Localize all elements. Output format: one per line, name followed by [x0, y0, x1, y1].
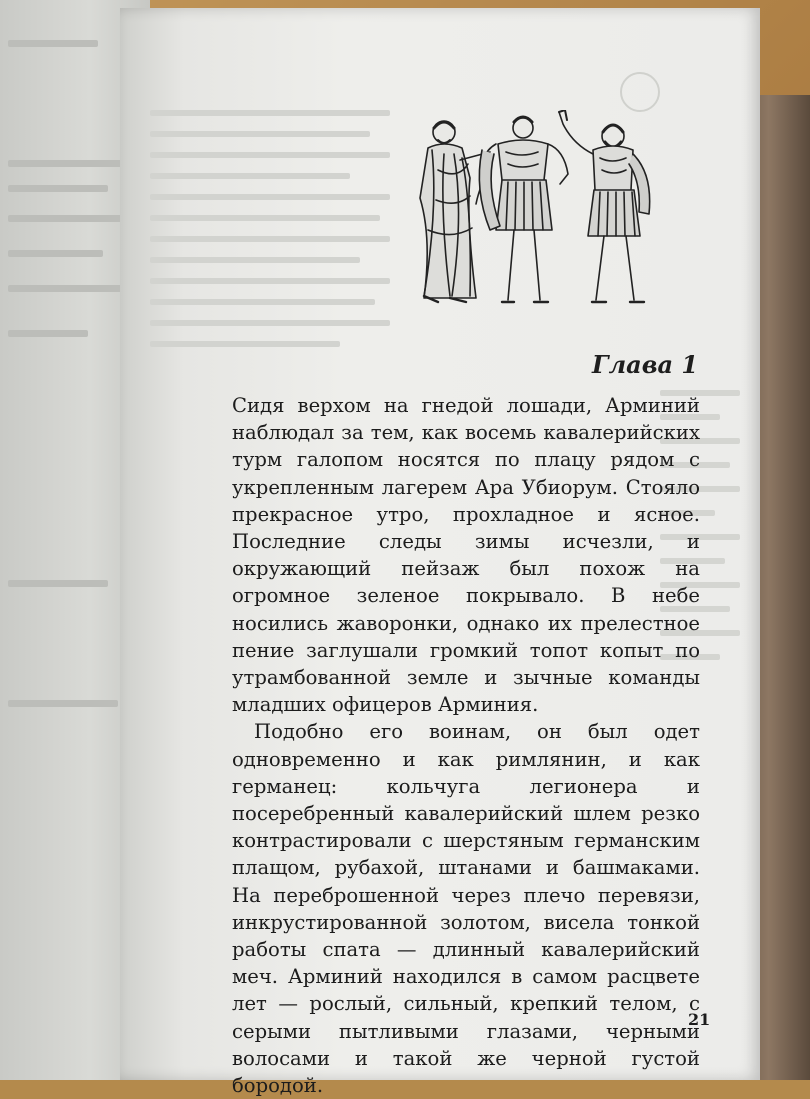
paragraph-1: Сидя верхом на гнедой лошади, Арминий наблюдал за тем, как восемь кавалерийских турм галопом носятся по плацу рядом с укрепленным лагерем Ара Убиорум. Стояло прекрасное утро, прохладное и ясное. Последние следы зимы исчезли, и окружающий пейзаж был похож на огромное зеленое покрывало. В небе носились жаворонки, однако их прелестное пение заглушали громкий топот копыт по утрамбованной земле и зычные команды младших офицеров Арминия.: [232, 394, 700, 717]
armoured-youth-figure: [476, 117, 568, 302]
running-header-ornament: [620, 72, 660, 112]
roman-figures-illustration: [398, 110, 698, 320]
paragraph-2: Подобно его воинам, он был одет одновременно и как римлянин, и как германец: кольчуга легионера и посеребренный кавалерийский шлем резко контрастировали с шерстяным германским плащом, рубахой, штанами и башмаками. На переброшенной через плечо перевязи, инкрустированной золотом, висела тонкой работы спата — длинный кавалерийский меч. Арминий находился в самом расцвете лет — рослый, сильный, крепкий телом, с серыми пытливыми глазами, черными волосами и такой же черной густой бородой.: [232, 720, 700, 1098]
page-number: 21: [688, 1010, 711, 1029]
chapter-title: Глава 1: [592, 350, 699, 379]
commander-figure: [559, 110, 650, 302]
chapter-body: [232, 392, 700, 1099]
bleed-through-text: [150, 110, 390, 362]
toga-figure: [420, 121, 490, 302]
